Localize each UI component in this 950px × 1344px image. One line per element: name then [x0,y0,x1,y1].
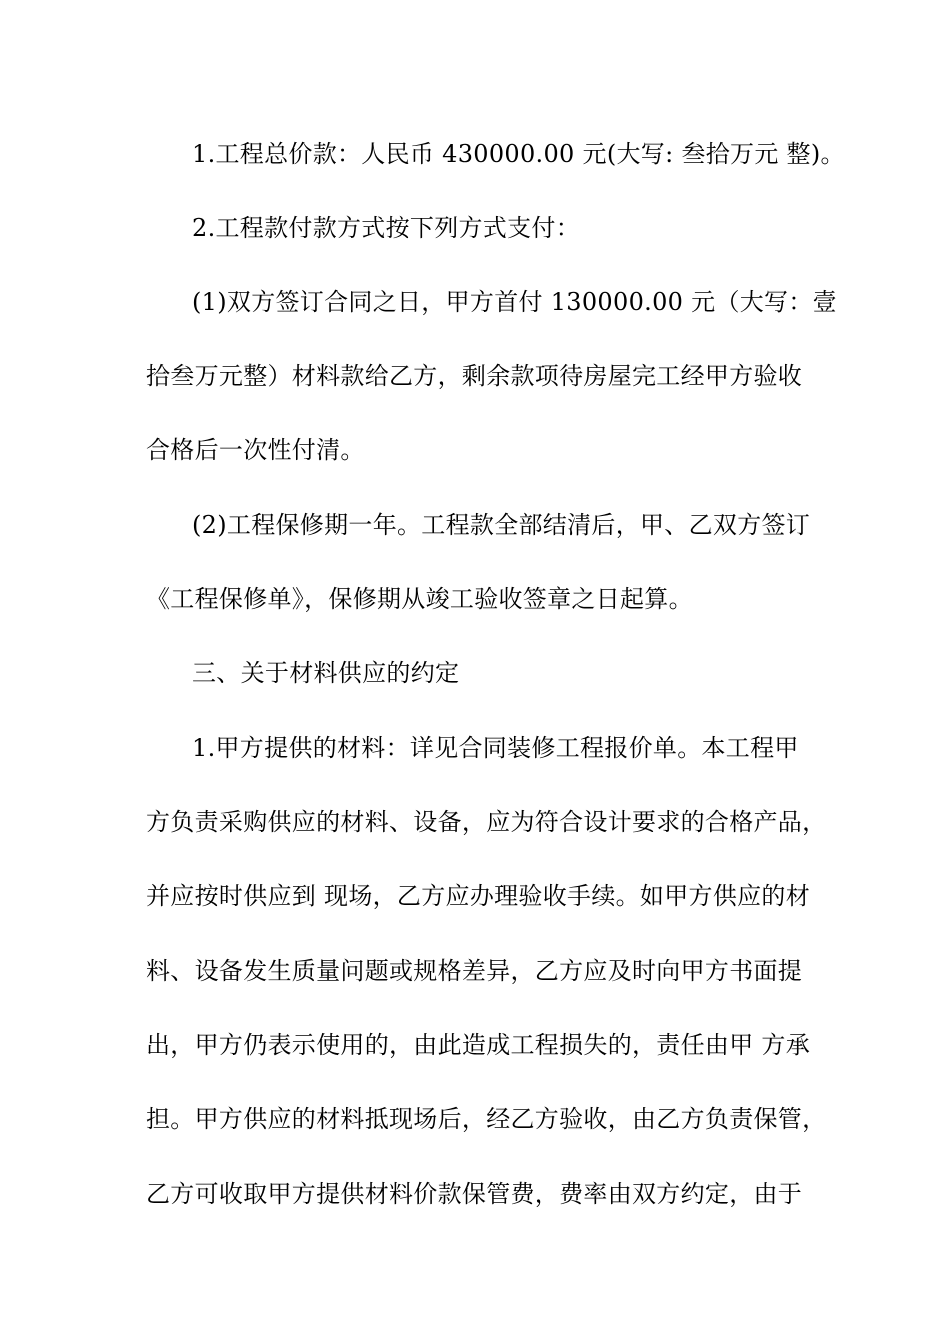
clause-materials-line-6: 担。甲方供应的材料抵现场后，经乙方验收，由乙方负责保管， [146,1105,827,1133]
clause-payment-item-1-line-1: (1)双方签订合同之日，甲方首付 130000.00 元（大写：壹 [192,288,837,316]
clause-payment-item-2-line-1: (2)工程保修期一年。工程款全部结清后，甲、乙双方签订 [192,511,811,539]
section-heading-materials: 三、关于材料供应的约定 [192,659,460,687]
clause-materials-line-5: 出，甲方仍表示使用的，由此造成工程损失的，责任由甲 方承 [146,1031,811,1059]
clause-materials-line-1: 1.甲方提供的材料：详见合同装修工程报价单。本工程甲 [192,734,799,762]
clause-payment-item-1-line-2: 拾叁万元整）材料款给乙方，剩余款项待房屋完工经甲方验收 [146,362,803,390]
clause-materials-line-4: 料、设备发生质量问题或规格差异，乙方应及时向甲方书面提 [146,957,803,985]
clause-materials-line-2: 方负责采购供应的材料、设备，应为符合设计要求的合格产品， [146,808,827,836]
clause-materials-line-3: 并应按时供应到 现场，乙方应办理验收手续。如甲方供应的材 [146,882,811,910]
clause-payment-method: 2.工程款付款方式按下列方式支付： [192,214,580,242]
clause-payment-item-2-line-2: 《工程保修单》，保修期从竣工验收签章之日起算。 [146,585,693,613]
clause-materials-line-7: 乙方可收取甲方提供材料价款保管费，费率由双方约定，由于 [146,1180,803,1208]
clause-payment-item-1-line-3: 合格后一次性付清。 [146,436,365,464]
clause-total-price: 1.工程总价款：人民币 430000.00 元(大写: 叁拾万元 整)。 [192,140,845,168]
